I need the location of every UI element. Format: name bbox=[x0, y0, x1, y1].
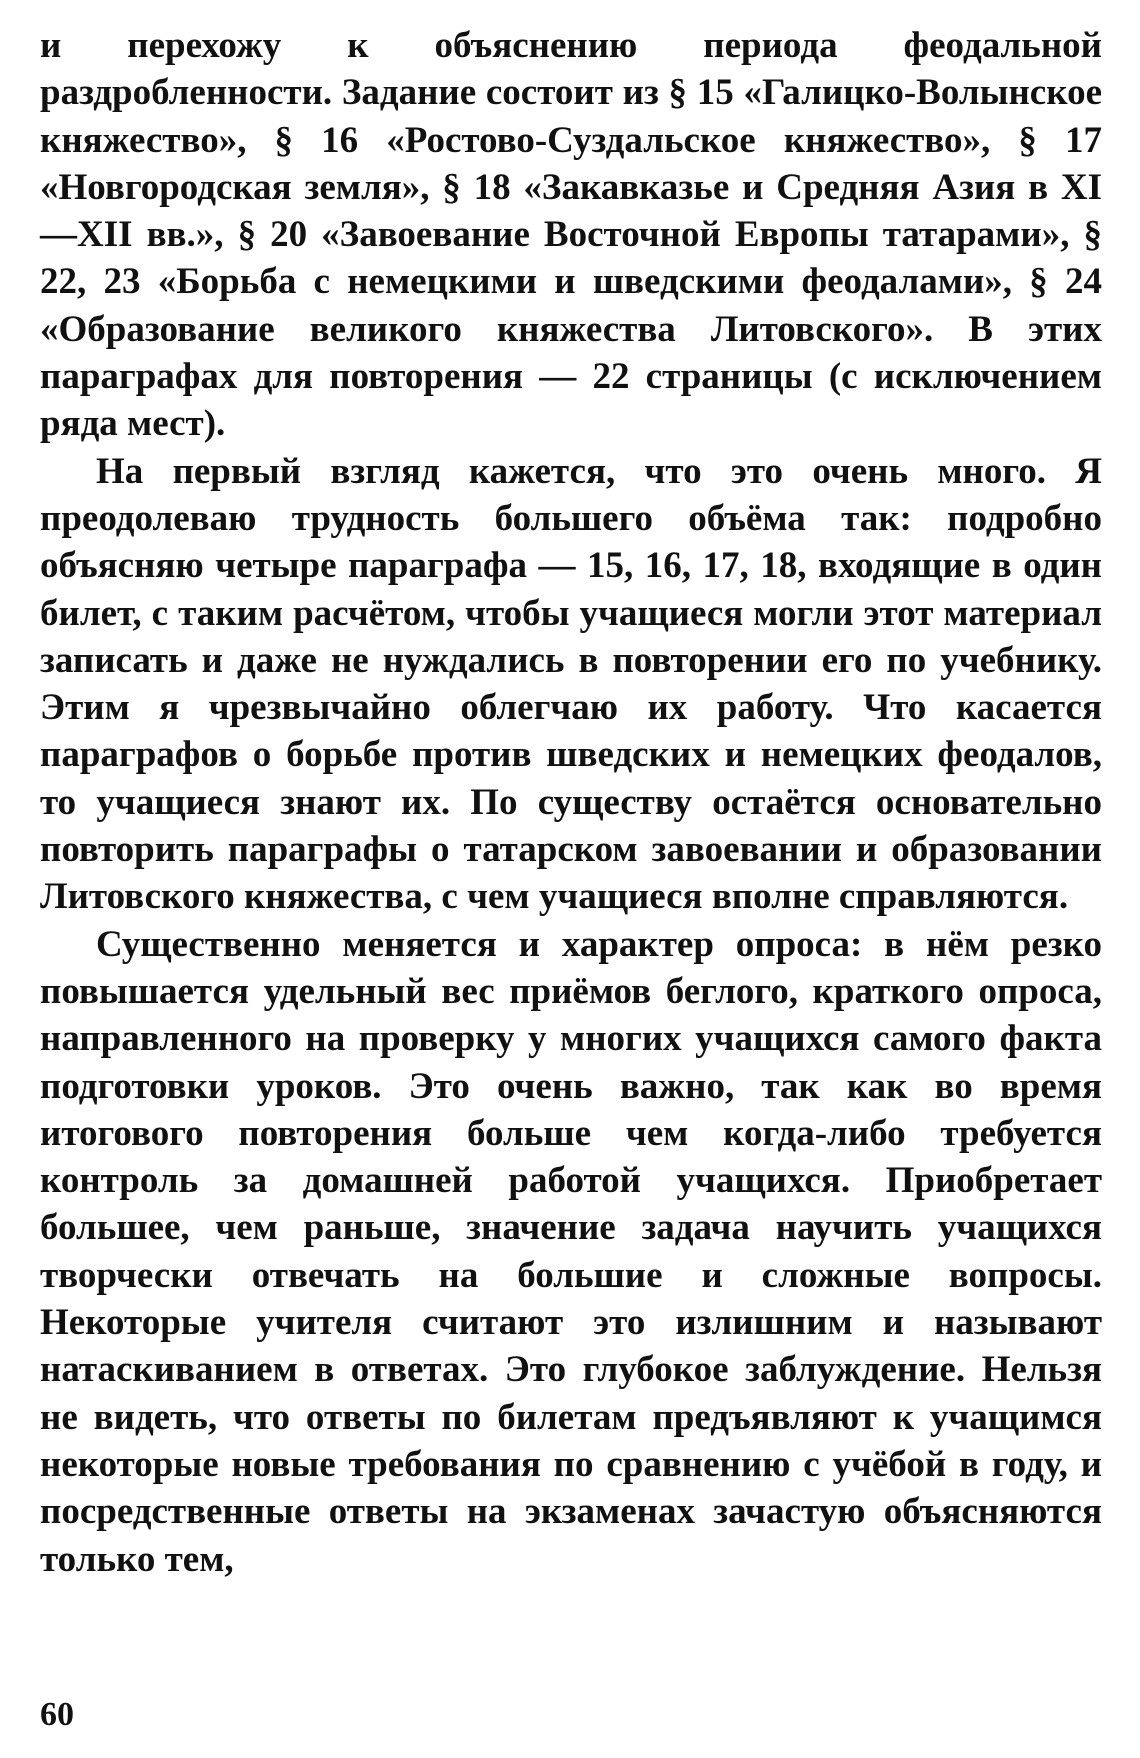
page-text-block bbox=[40, 22, 1102, 1583]
paragraph-1: и перехожу к объяснению периода феодальной раздробленности. Задание состоит из § 15 «Галицко-Волынское княжество», § 16 «Ростово-Суздальское княжество», § 17 «Новгородская земля», § 18 «Закавказье и Средняя Азия в XI—XII вв.», § 20 «Завоевание Восточной Европы татарами», § 22, 23 «Борьба с немецкими и шведскими феодалами», § 24 «Образование великого княжества Литовского». В этих параграфах для повторения — 22 страницы (с исключением ряда мест). bbox=[40, 25, 1102, 445]
paragraph-2: На первый взгляд кажется, что это очень много. Я преодолеваю трудность большего объёма так: подробно объясняю четыре параграфа — 15, 16, 17, 18, входящие в один билет, с таким расчётом, чтобы учащиеся могли этот материал записать и даже не нуждались в повторении его по учебнику. Этим я чрезвычайно облегчаю их работу. Что касается параграфов о борьбе против шведских и немецких феодалов, то учащиеся знают их. По существу остаётся основательно повторить параграфы о татарском завоевании и образовании Литовского княжества, с чем учащиеся вполне справляются. bbox=[40, 450, 1102, 918]
page-number: 60 bbox=[40, 1696, 74, 1733]
paragraph-3: Существенно меняется и характер опроса: в нём резко повышается удельный вес приёмов беглого, краткого опроса, направленного на проверку у многих учащихся самого факта подготовки уроков. Это очень важно, так как во время итогового повторения больше чем когда-либо требуется контроль за домашней работой учащихся. Приобретает большее, чем раньше, значение задача научить учащихся творчески отвечать на большие и сложные вопросы. Некоторые учителя считают это излишним и называют натаскиванием в ответах. Это глубокое заблуждение. Нельзя не видеть, что ответы по билетам предъявляют к учащимся некоторые новые требования по сравнению с учёбой в году, и посредственные ответы на экзаменах зачастую объясняются только тем, bbox=[40, 923, 1102, 1580]
